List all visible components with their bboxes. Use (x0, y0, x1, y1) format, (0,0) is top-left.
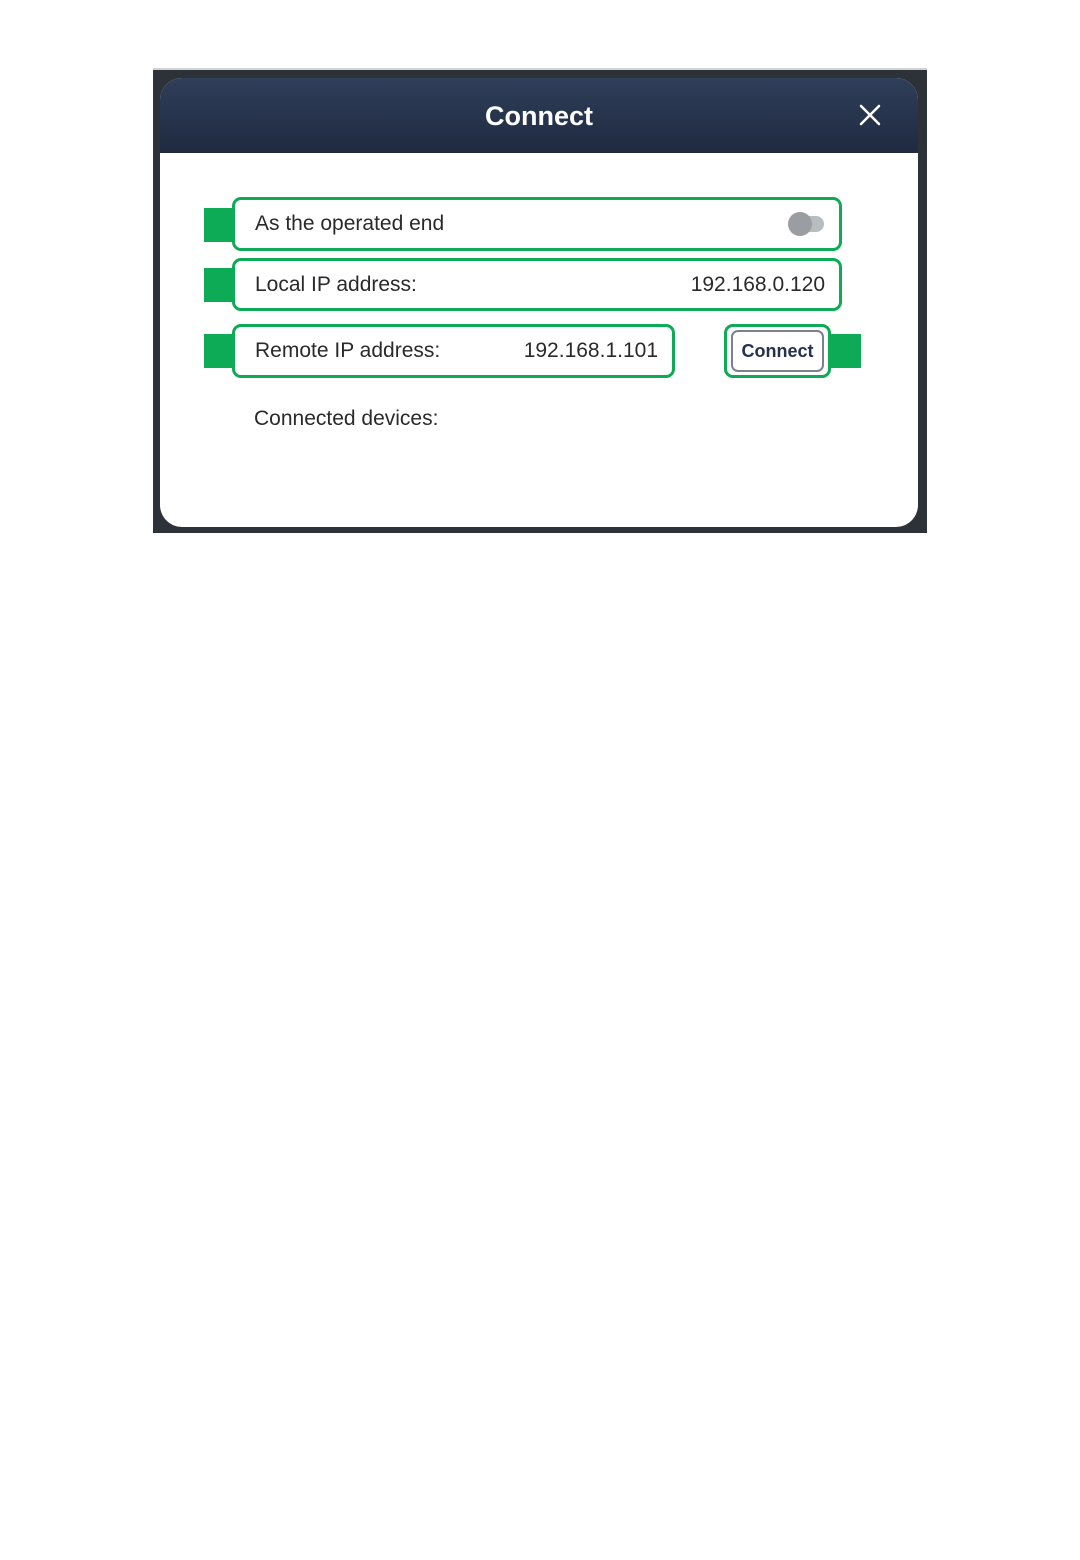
remote-ip-field[interactable] (232, 324, 675, 378)
operated-end-row (232, 197, 842, 251)
remote-ip-value[interactable]: 192.168.1.101 (523, 339, 658, 362)
callout-marker-remote-ip (204, 334, 234, 368)
callout-marker-connect (831, 334, 861, 368)
local-ip-label: Local IP address: (255, 272, 417, 296)
toggle-knob (788, 212, 812, 236)
dialog-title: Connect (485, 101, 593, 131)
callout-marker-operated-end (204, 208, 234, 242)
connected-devices-label: Connected devices: (254, 407, 439, 430)
operated-end-label: As the operated end (255, 212, 445, 235)
local-ip-row (232, 258, 842, 311)
close-icon[interactable] (856, 101, 884, 129)
connect-button[interactable]: Connect (731, 330, 824, 372)
remote-ip-label: Remote IP address: (255, 339, 441, 362)
local-ip-value: 192.168.0.120 (690, 272, 825, 296)
operated-end-toggle[interactable] (788, 212, 826, 234)
dialog-header (160, 78, 918, 153)
callout-marker-local-ip (204, 268, 234, 302)
